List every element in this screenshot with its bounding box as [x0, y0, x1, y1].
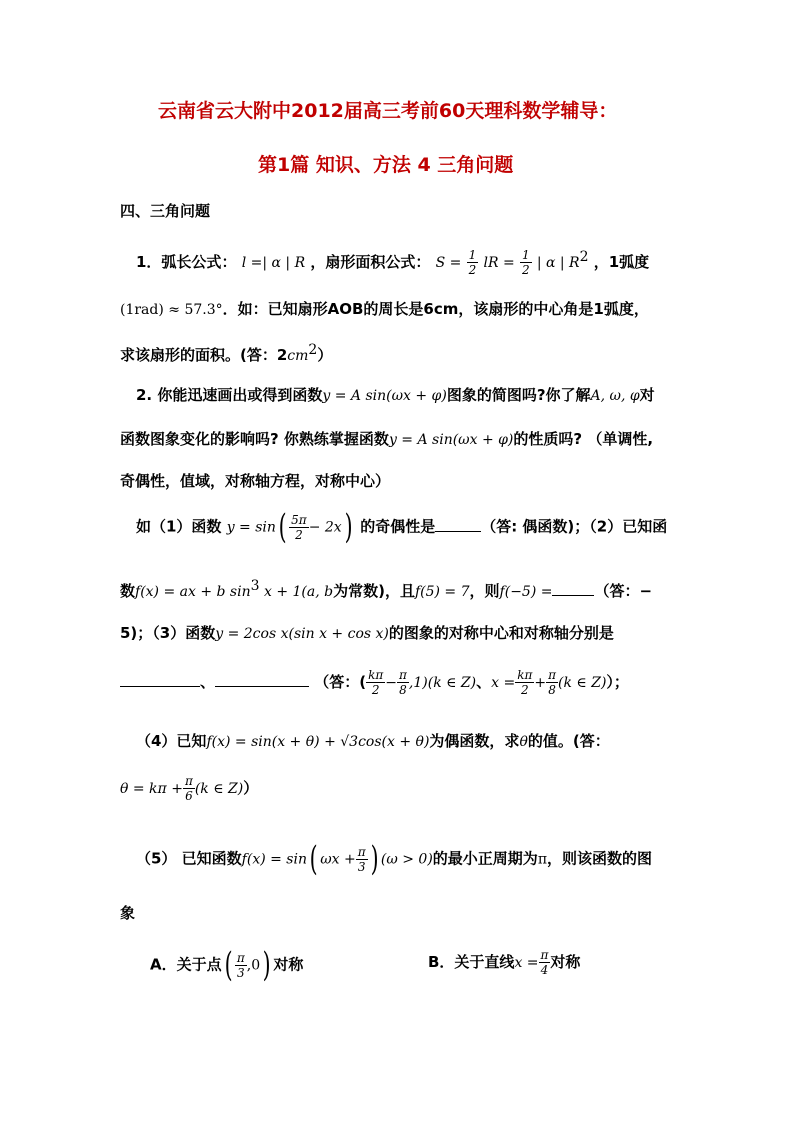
answer-blank[interactable] [215, 670, 309, 687]
item1-label: 1．弧长公式： [136, 253, 237, 271]
fraction-5pi-2: $\frac{5\pi}{2}$ [291, 512, 307, 542]
item1-text: ，扇形面积公式： [310, 253, 431, 271]
example4-line: （4）已知f(x) = sin(x + θ) + √3cos(x + θ)为偶函数，求θ的值。(答： [136, 732, 610, 750]
item1-line2: (1rad) ≈ 57.3°．如：已知扇形AOB的周长是6cm，该扇形的中心角是1弧度， [120, 300, 649, 318]
params: A, ω, φ [590, 388, 640, 404]
sector-area-lr: lR = [483, 255, 515, 271]
example1-line: 如（1）函数 y = sin( $\frac{5\pi}{2}$ − 2x) 的奇偶性是 （答: 偶函数)；（2）已知函 [136, 507, 668, 547]
radian-value: (1rad) ≈ 57.3° [120, 302, 223, 318]
section-heading: 四、三角问题 [120, 202, 211, 220]
example4-answer: θ = kπ + $\frac{\pi}{6}$ (k ∈ Z)） [120, 774, 259, 803]
example5-line2: 象 [120, 904, 136, 922]
option-a[interactable]: A．关于点( $\frac{\pi}{3}$ ,0) 对称 [150, 945, 304, 985]
sector-area-s: S = [435, 255, 462, 271]
document-subtitle: 第1篇 知识、方法 4 三角问题 [258, 154, 514, 176]
sine-function: y = A sin(ωx + φ) [322, 388, 447, 404]
item1-line3: 求该扇形的面积。(答：$2cm^2$） [120, 342, 333, 364]
item2-line2: 函数图象变化的影响吗? 你熟练掌握函数y = A sin(ωx + φ)的性质吗? （单调性, [120, 430, 654, 448]
answer-blank[interactable] [120, 670, 200, 687]
option-b[interactable]: B．关于直线x = $\frac{\pi}{4}$ 对称 [428, 948, 581, 977]
item2-line1: 2. 你能迅速画出或得到函数y = A sin(ωx + φ)图象的简图吗?你了解A, ω, φ对 [136, 386, 655, 404]
unit-cm: cm [287, 348, 309, 364]
arc-length-formula: l =| α | R [241, 255, 306, 271]
sector-area-end: | α | R [536, 255, 580, 271]
item1-line1: 1．弧长公式： l =| α | R ，扇形面积公式： S = $\frac{1}{2}$ lR = $\frac{1}{2}$ | α | $R^2$ ，1弧度 [136, 248, 650, 277]
item1-radian: ，1弧度 [593, 253, 650, 271]
example2-line: 数f(x) = ax + b $\sin^3 x + 1(a$, b为常数)，且f(5) = 7，则f(−5) = （答：− [120, 578, 653, 600]
example3-answer-line: 、 （答：( $\frac{k\pi}{2}$ − $\frac{\pi}{8}$ ,1)(k ∈ Z)、x = $\frac{k\pi}{2}$ + $\frac{\pi}{8}$ (k ∈ Z)）； [120, 668, 629, 697]
example3-line: 5)；（3）函数y = 2cos x(sin x + cos x)的图象的对称中心和对称轴分别是 [120, 624, 614, 642]
example5-line: （5） 已知函数f(x) = sin( ωx + $\frac{\pi}{3}$ ) (ω > 0)的最小正周期为π，则该函数的图 [136, 839, 653, 879]
item2-line3: 奇偶性，值域，对称轴方程，对称中心） [120, 472, 391, 490]
fraction-half-2: $\frac{1}{2}$ [521, 248, 530, 277]
fraction-half: $\frac{1}{2}$ [468, 248, 477, 277]
document-title: 云南省云大附中2012届高三考前60天理科数学辅导： [158, 100, 618, 122]
answer-blank[interactable] [552, 579, 594, 596]
sine-function-2: y = A sin(ωx + φ) [388, 432, 514, 448]
answer-blank[interactable] [435, 515, 481, 532]
